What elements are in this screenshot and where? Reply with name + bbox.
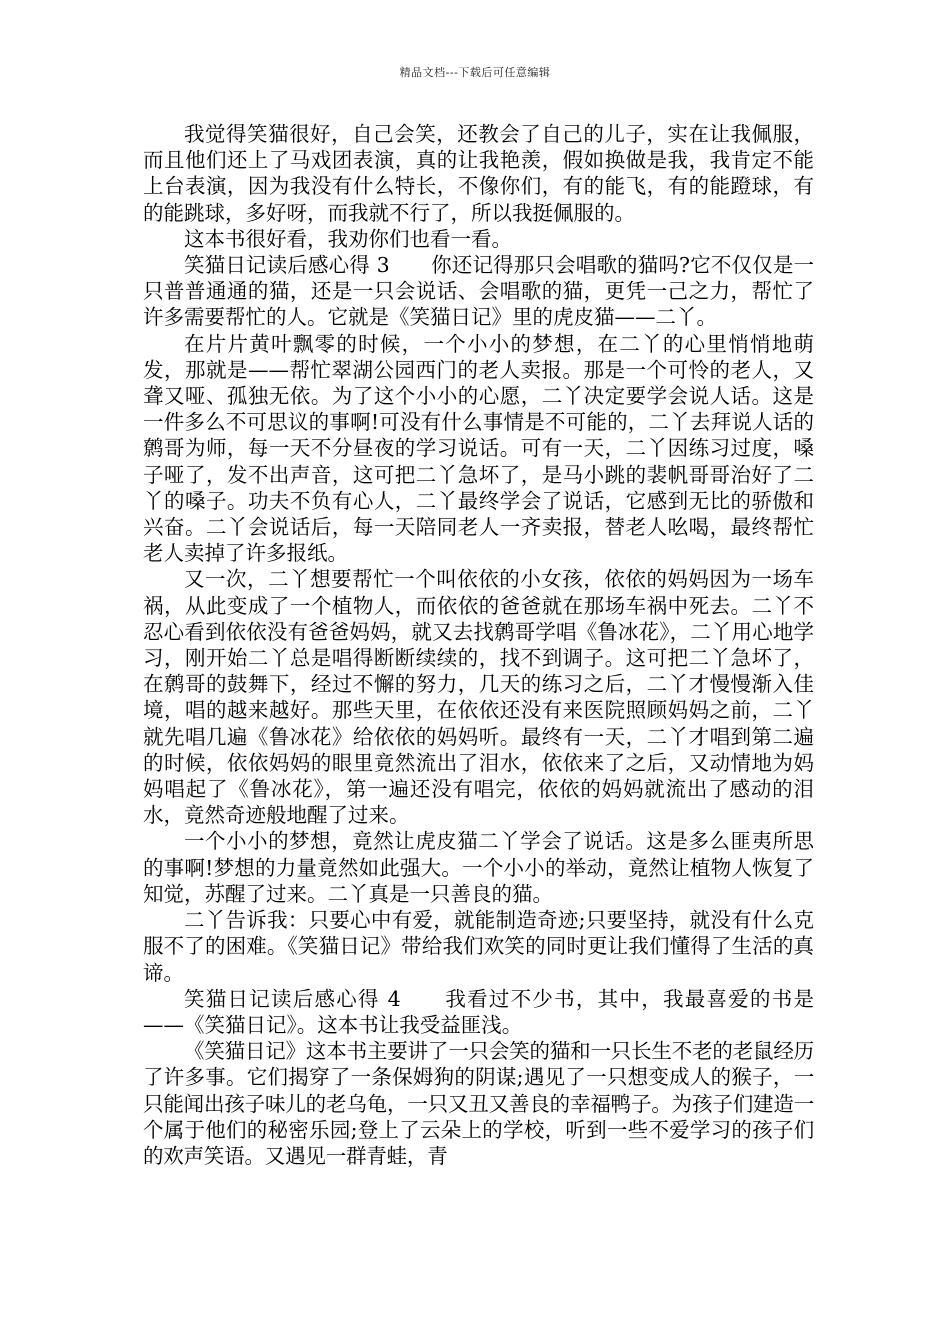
paragraph: 《笑猫日记》这本书主要讲了一只会笑的猫和一只长生不老的老鼠经历了许多事。它们揭穿了一条保姆狗的阴谋;遇见了一只想变成人的猴子，一只能闻出孩子味儿的老乌龟，一只又丑又善良的幸福鸭子。为孩子们建造一个属于他们的秘密乐园;登上了云朵上的学校，听到一些不爱学习的孩子们的欢声笑语。又遇见一群青蛙，青 xyxy=(143,1039,814,1168)
page-header: 精品文档---下载后可任意编辑 xyxy=(399,66,551,79)
document-body xyxy=(143,121,814,1169)
paragraph: 又一次，二丫想要帮忙一个叫依依的小女孩，依依的妈妈因为一场车祸，从此变成了一个植物人，而依依的爸爸就在那场车祸中死去。二丫不忍心看到依依没有爸爸妈妈，就又去找鹩哥学唱《鲁冰花》，二丫用心地学习，刚开始二丫总是唱得断断续续的，找不到调子。这可把二丫急坏了，在鹩哥的鼓舞下，经过不懈的努力，几天的练习之后，二丫才慢慢渐入佳境，唱的越来越好。那些天里，在依依还没有来医院照顾妈妈之前，二丫就先唱几遍《鲁冰花》给依依的妈妈听。最终有一天，二丫才唱到第二遍的时候，依依妈妈的眼里竟然流出了泪水，依依来了之后，又动情地为妈妈唱起了《鲁冰花》，第一遍还没有唱完，依依的妈妈就流出了感动的泪水，竟然奇迹般地醒了过来。 xyxy=(143,567,814,828)
paragraph: 笑猫日记读后感心得 4 我看过不少书，其中，我最喜爱的书是——《笑猫日记》。这本书让我受益匪浅。 xyxy=(143,986,814,1037)
paragraph: 二丫告诉我：只要心中有爱，就能制造奇迹;只要坚持，就没有什么克服不了的困难。《笑猫日记》带给我们欢笑的同时更让我们懂得了生活的真谛。 xyxy=(143,908,814,985)
paragraph: 这本书很好看，我劝你们也看一看。 xyxy=(184,226,512,251)
paragraph: 我觉得笑猫很好，自己会笑，还教会了自己的儿子，实在让我佩服，而且他们还上了马戏团表演，真的让我艳羡，假如换做是我，我肯定不能上台表演，因为我没有什么特长，不像你们，有的能飞，有的能蹬球，有的能跳球，多好呀，而我就不行了，所以我挺佩服的。 xyxy=(143,122,814,225)
paragraph: 一个小小的梦想，竟然让虎皮猫二丫学会了说话。这是多么匪夷所思的事啊!梦想的力量竟然如此强大。一个小小的举动，竟然让植物人恢复了知觉，苏醒了过来。二丫真是一只善良的猫。 xyxy=(143,829,814,906)
paragraph: 在片片黄叶飘零的时候，一个小小的梦想，在二丫的心里悄悄地萌发，那就是——帮忙翠湖公园西门的老人卖报。那是一个可怜的老人，又聋又哑、孤独无依。为了这个小小的心愿，二丫决定要学会说人话。这是一件多么不可思议的事啊!可没有什么事情是不可能的，二丫去拜说人话的鹩哥为师，每一天不分昼夜的学习说话。可有一天，二丫因练习过度，嗓子哑了，发不出声音，这可把二丫急坏了，是马小跳的裴帆哥哥治好了二丫的嗓子。功夫不负有心人，二丫最终学会了说话，它感到无比的骄傲和兴奋。二丫会说话后，每一天陪同老人一齐卖报，替老人吆喝，最终帮忙老人卖掉了许多报纸。 xyxy=(143,331,814,566)
paragraph: 笑猫日记读后感心得 3 你还记得那只会唱歌的猫吗?它不仅仅是一只普普通通的猫，还是一只会说话、会唱歌的猫，更凭一己之力，帮忙了许多需要帮忙的人。它就是《笑猫日记》里的虎皮猫——二丫。 xyxy=(143,253,814,330)
